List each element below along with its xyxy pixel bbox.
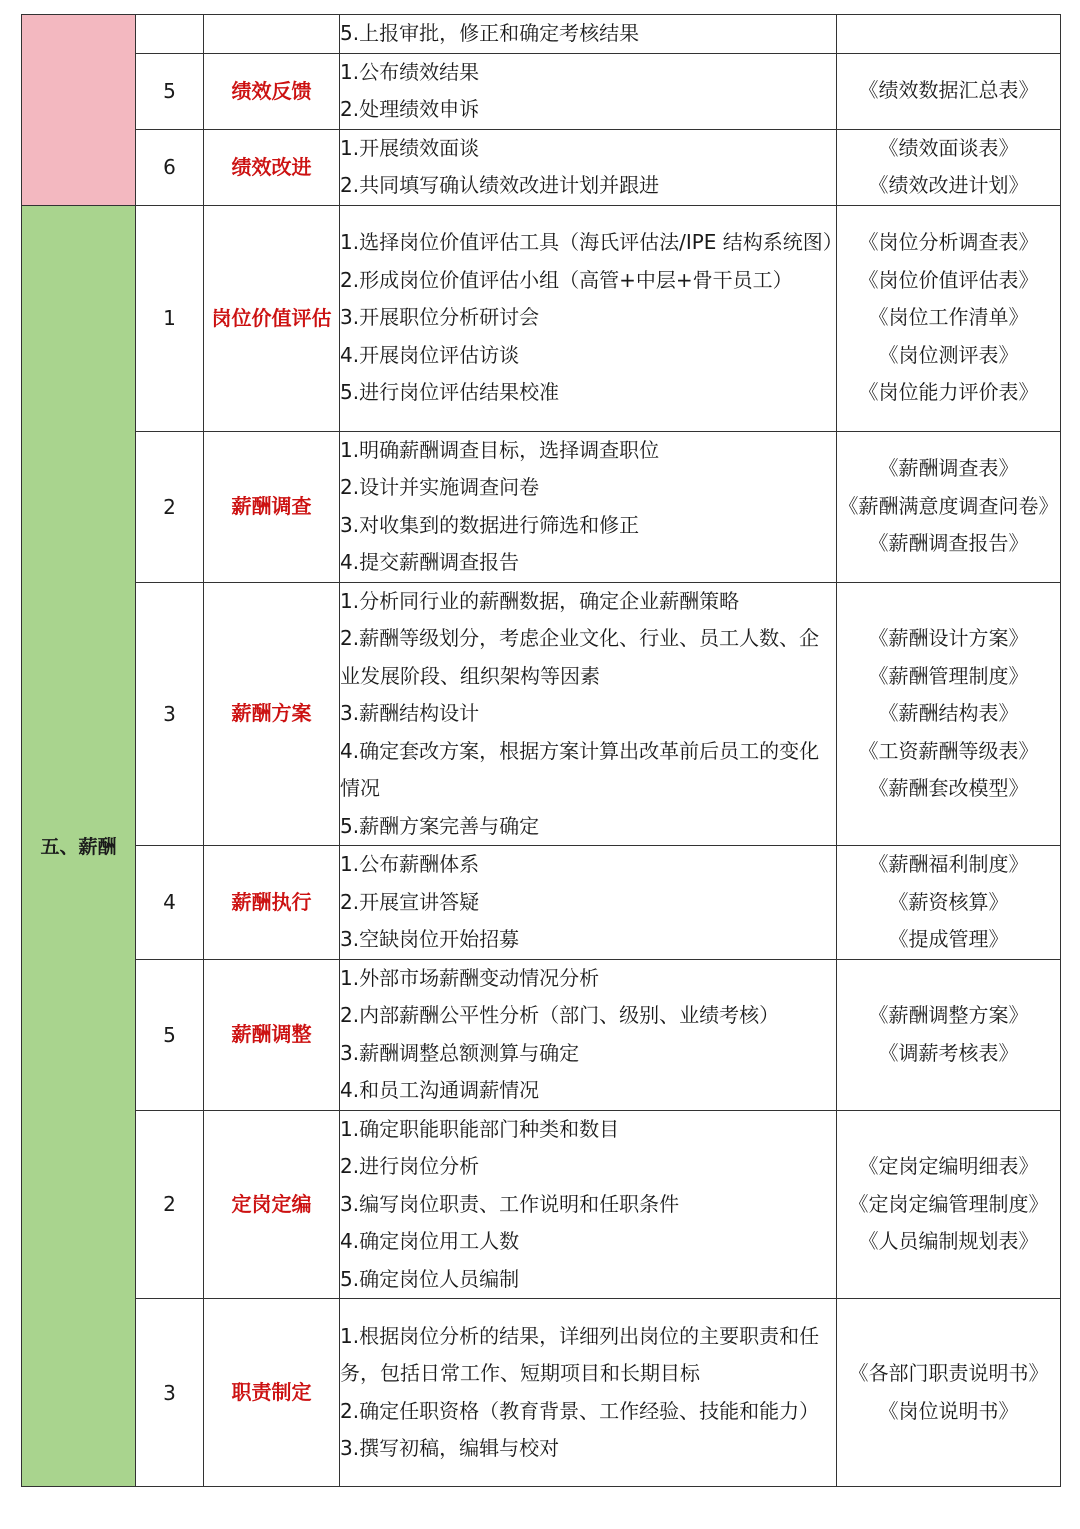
step-line: 3.开展职位分析研讨会 bbox=[340, 305, 540, 330]
category-cell-performance bbox=[22, 15, 136, 206]
step-line: 1.确定职能职能部门种类和数目 bbox=[340, 1116, 620, 1141]
table-row bbox=[22, 1110, 1061, 1299]
step-line: 3.对收集到的数据进行筛选和修正 bbox=[340, 512, 640, 537]
document-name: 《定岗定编管理制度》 bbox=[848, 1191, 1049, 1216]
item-name: 定岗定编 bbox=[204, 1110, 340, 1299]
table-row bbox=[22, 129, 1061, 205]
document-name: 《绩效面谈表》 bbox=[878, 135, 1019, 160]
table-row bbox=[22, 1299, 1061, 1487]
document-name: 《薪酬套改模型》 bbox=[868, 776, 1029, 800]
item-name: 职责制定 bbox=[204, 1299, 340, 1487]
document-name: 《薪酬设计方案》 bbox=[868, 626, 1029, 650]
document-name: 《绩效改进计划》 bbox=[868, 173, 1029, 197]
item-name: 薪酬调整 bbox=[204, 959, 340, 1110]
table-row bbox=[22, 205, 1061, 431]
docs-cell bbox=[837, 959, 1061, 1110]
step-line: 2.形成岗位价值评估小组（高管+中层+骨干员工） bbox=[340, 267, 793, 292]
table-row bbox=[22, 959, 1061, 1110]
steps-cell bbox=[340, 129, 837, 205]
steps-cell bbox=[340, 15, 837, 54]
table-row bbox=[22, 846, 1061, 960]
document-name: 《薪酬结构表》 bbox=[878, 701, 1019, 725]
row-number: 2 bbox=[136, 431, 204, 582]
step-line: 3.薪酬结构设计 bbox=[340, 701, 480, 725]
row-number: 3 bbox=[136, 1299, 204, 1487]
document-name: 《绩效数据汇总表》 bbox=[858, 78, 1039, 103]
step-line: 2.开展宣讲答疑 bbox=[340, 889, 480, 914]
step-line: 5.上报审批，修正和确定考核结果 bbox=[340, 21, 640, 45]
document-name: 《岗位工作清单》 bbox=[868, 305, 1029, 330]
docs-cell bbox=[837, 129, 1061, 205]
document-name: 《定岗定编明细表》 bbox=[858, 1154, 1039, 1178]
item-name bbox=[204, 15, 340, 54]
steps-cell bbox=[340, 846, 837, 960]
steps-cell bbox=[340, 582, 837, 846]
step-line: 2.设计并实施调查问卷 bbox=[340, 475, 540, 499]
row-number: 1 bbox=[136, 205, 204, 431]
step-line: 1.根据岗位分析的结果，详细列出岗位的主要职责和任务，包括日常工作、短期项目和长期目标 bbox=[340, 1323, 820, 1385]
step-line: 3.空缺岗位开始招募 bbox=[340, 927, 520, 951]
document-name: 《薪酬满意度调查问卷》 bbox=[838, 493, 1059, 518]
document-name: 《薪酬管理制度》 bbox=[868, 663, 1029, 688]
table-row bbox=[22, 15, 1061, 54]
item-name: 薪酬执行 bbox=[204, 846, 340, 960]
step-line: 5.进行岗位评估结果校准 bbox=[340, 380, 560, 405]
row-number: 4 bbox=[136, 846, 204, 960]
steps-cell bbox=[340, 431, 837, 582]
step-line: 3.编写岗位职责、工作说明和任职条件 bbox=[340, 1191, 680, 1216]
document-name: 《薪资核算》 bbox=[888, 889, 1009, 914]
document-name: 《提成管理》 bbox=[888, 927, 1009, 951]
row-number: 5 bbox=[136, 959, 204, 1110]
item-name: 薪酬调查 bbox=[204, 431, 340, 582]
step-line: 4.开展岗位评估访谈 bbox=[340, 342, 520, 367]
category-cell-compensation: 五、薪酬 bbox=[22, 205, 136, 1487]
document-name: 《薪酬调查报告》 bbox=[868, 531, 1029, 556]
table-row bbox=[22, 53, 1061, 129]
item-name: 绩效反馈 bbox=[204, 53, 340, 129]
document-name: 《薪酬福利制度》 bbox=[868, 852, 1029, 876]
document-name: 《薪酬调查表》 bbox=[878, 456, 1019, 481]
step-line: 1.公布薪酬体系 bbox=[340, 852, 480, 876]
document-name: 《人员编制规划表》 bbox=[858, 1229, 1039, 1253]
docs-cell bbox=[837, 53, 1061, 129]
step-line: 1.公布绩效结果 bbox=[340, 59, 480, 84]
row-number: 6 bbox=[136, 129, 204, 205]
docs-cell bbox=[837, 205, 1061, 431]
step-line: 1.明确薪酬调查目标，选择调查职位 bbox=[340, 437, 660, 462]
step-line: 4.确定岗位用工人数 bbox=[340, 1229, 520, 1253]
docs-cell bbox=[837, 15, 1061, 54]
document-name: 《岗位分析调查表》 bbox=[858, 230, 1039, 255]
table-row bbox=[22, 431, 1061, 582]
document-name: 《岗位价值评估表》 bbox=[858, 267, 1039, 292]
docs-cell bbox=[837, 1110, 1061, 1299]
docs-cell bbox=[837, 846, 1061, 960]
process-table bbox=[21, 14, 1061, 1487]
document-name: 《岗位能力评价表》 bbox=[858, 380, 1039, 405]
step-line: 4.和员工沟通调薪情况 bbox=[340, 1078, 540, 1102]
step-line: 3.撰写初稿，编辑与校对 bbox=[340, 1436, 560, 1460]
step-line: 2.处理绩效申诉 bbox=[340, 97, 480, 121]
document-name: 《各部门职责说明书》 bbox=[848, 1361, 1049, 1385]
step-line: 5.薪酬方案完善与确定 bbox=[340, 813, 540, 838]
steps-cell bbox=[340, 205, 843, 431]
docs-cell bbox=[837, 1299, 1061, 1487]
item-name: 岗位价值评估 bbox=[204, 205, 340, 431]
step-line: 3.薪酬调整总额测算与确定 bbox=[340, 1040, 580, 1065]
row-number bbox=[136, 15, 204, 54]
document-name: 《工资薪酬等级表》 bbox=[858, 738, 1039, 763]
step-line: 1.分析同行业的薪酬数据，确定企业薪酬策略 bbox=[340, 588, 740, 613]
step-line: 2.确定任职资格（教育背景、工作经验、技能和能力） bbox=[340, 1398, 820, 1423]
row-number: 2 bbox=[136, 1110, 204, 1299]
step-line: 1.外部市场薪酬变动情况分析 bbox=[340, 965, 600, 990]
step-line: 2.薪酬等级划分，考虑企业文化、行业、员工人数、企业发展阶段、组织架构等因素 bbox=[340, 626, 820, 688]
step-line: 5.确定岗位人员编制 bbox=[340, 1266, 520, 1291]
docs-cell bbox=[837, 431, 1061, 582]
row-number: 3 bbox=[136, 582, 204, 846]
step-line: 1.开展绩效面谈 bbox=[340, 135, 480, 160]
steps-cell bbox=[340, 1110, 837, 1299]
step-line: 2.内部薪酬公平性分析（部门、级别、业绩考核） bbox=[340, 1003, 780, 1027]
document-name: 《调薪考核表》 bbox=[878, 1040, 1019, 1065]
steps-cell bbox=[340, 1299, 837, 1487]
row-number: 5 bbox=[136, 53, 204, 129]
item-name: 薪酬方案 bbox=[204, 582, 340, 846]
step-line: 4.提交薪酬调查报告 bbox=[340, 550, 520, 574]
step-line: 4.确定套改方案，根据方案计算出改革前后员工的变化情况 bbox=[340, 738, 820, 800]
steps-cell bbox=[340, 959, 837, 1110]
steps-cell bbox=[340, 53, 837, 129]
step-line: 1.选择岗位价值评估工具（海氏评估法/IPE 结构系统图） bbox=[340, 230, 843, 255]
document-name: 《薪酬调整方案》 bbox=[868, 1003, 1029, 1027]
docs-cell bbox=[837, 582, 1061, 846]
document-name: 《岗位说明书》 bbox=[878, 1398, 1019, 1423]
item-name: 绩效改进 bbox=[204, 129, 340, 205]
document-name: 《岗位测评表》 bbox=[878, 342, 1019, 367]
step-line: 2.进行岗位分析 bbox=[340, 1154, 480, 1178]
table-row bbox=[22, 582, 1061, 846]
step-line: 2.共同填写确认绩效改进计划并跟进 bbox=[340, 173, 660, 197]
